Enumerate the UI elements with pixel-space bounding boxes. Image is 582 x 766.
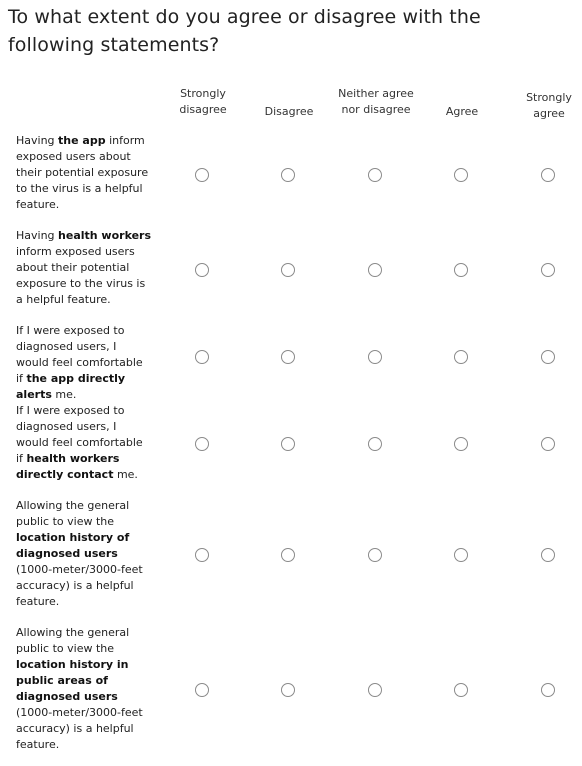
statement-text: (1000-meter/3000-feet accuracy) is a helpful feature. xyxy=(16,706,143,751)
radio-strongly-disagree[interactable] xyxy=(195,683,209,697)
radio-strongly-disagree[interactable] xyxy=(195,168,209,182)
statement-label xyxy=(16,228,152,308)
statement-text: If I were exposed to diagnosed users, I would feel comfortable if xyxy=(16,324,143,385)
radio-disagree[interactable] xyxy=(281,548,295,562)
statement-text: inform exposed users about their potential exposure to the virus is a helpful feature. xyxy=(16,245,146,306)
question-title: To what extent do you agree or disagree with the following statements? xyxy=(8,6,481,56)
radio-strongly-agree[interactable] xyxy=(541,683,555,697)
radio-agree[interactable] xyxy=(454,168,468,182)
radio-strongly-disagree[interactable] xyxy=(195,350,209,364)
radio-agree[interactable] xyxy=(454,263,468,277)
statement-text: Having xyxy=(16,229,59,242)
radio-strongly-disagree[interactable] xyxy=(195,548,209,562)
radio-neither[interactable] xyxy=(368,263,382,277)
radio-neither[interactable] xyxy=(368,437,382,451)
statement-emphasis: location history in public areas of diagnosed users xyxy=(16,658,129,703)
radio-neither[interactable] xyxy=(368,548,382,562)
radio-agree[interactable] xyxy=(454,548,468,562)
statement-text: If I were exposed to diagnosed users, I would feel comfortable if xyxy=(16,404,143,465)
statement-text: Having xyxy=(16,134,59,147)
radio-strongly-agree[interactable] xyxy=(541,168,555,182)
column-header-disagree: Disagree xyxy=(264,105,314,118)
radio-disagree[interactable] xyxy=(281,437,295,451)
column-header-agree: Agree xyxy=(445,105,479,118)
statement-label xyxy=(16,133,152,213)
statement-emphasis: the app xyxy=(58,134,106,147)
radio-agree[interactable] xyxy=(454,350,468,364)
column-header-strongly-disagree: Strongly disagree xyxy=(179,87,227,116)
radio-disagree[interactable] xyxy=(281,683,295,697)
radio-disagree[interactable] xyxy=(281,263,295,277)
statement-label xyxy=(16,498,152,610)
column-header-neither: Neither agree nor disagree xyxy=(338,87,414,116)
radio-neither[interactable] xyxy=(368,168,382,182)
radio-strongly-agree[interactable] xyxy=(541,350,555,364)
radio-disagree[interactable] xyxy=(281,350,295,364)
radio-strongly-disagree[interactable] xyxy=(195,263,209,277)
radio-neither[interactable] xyxy=(368,350,382,364)
statement-emphasis: the app directly alerts xyxy=(16,372,126,401)
statement-text: me. xyxy=(113,468,138,481)
statement-text: Allowing the general public to view the xyxy=(16,626,130,655)
statement-text: me. xyxy=(51,388,77,401)
radio-strongly-disagree[interactable] xyxy=(195,437,209,451)
statement-emphasis: location history of diagnosed users xyxy=(16,531,130,560)
radio-strongly-agree[interactable] xyxy=(541,263,555,277)
statement-label xyxy=(16,403,152,483)
radio-neither[interactable] xyxy=(368,683,382,697)
radio-strongly-agree[interactable] xyxy=(541,437,555,451)
statement-text: (1000-meter/3000-feet accuracy) is a helpful feature. xyxy=(16,563,143,608)
radio-agree[interactable] xyxy=(454,683,468,697)
statement-emphasis: health workers xyxy=(58,229,152,242)
statement-text: inform exposed users about their potential exposure to the virus is a helpful feature. xyxy=(16,134,149,211)
radio-strongly-agree[interactable] xyxy=(541,548,555,562)
statement-text: Allowing the general public to view the xyxy=(16,499,130,528)
column-header-strongly-agree: Strongly agree xyxy=(526,91,572,120)
statement-label xyxy=(16,323,152,403)
radio-agree[interactable] xyxy=(454,437,468,451)
statement-label xyxy=(16,625,152,753)
statement-emphasis: health workers directly contact xyxy=(16,452,120,481)
radio-disagree[interactable] xyxy=(281,168,295,182)
